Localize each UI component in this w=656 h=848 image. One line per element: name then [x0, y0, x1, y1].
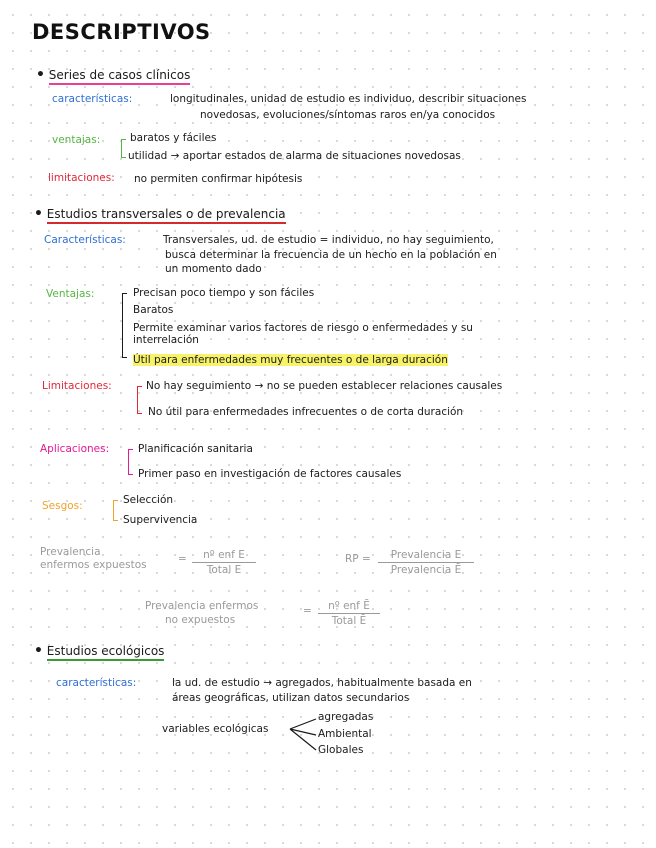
- bullet: •: [34, 206, 43, 222]
- formula-prev-exp-line2: enfermos expuestos: [40, 559, 147, 571]
- s2-caracteristicas-line3: un momento dado: [165, 263, 262, 275]
- section-3-title: Estudios ecológicos: [47, 644, 165, 661]
- bullet: •: [36, 67, 45, 83]
- s2-limitaciones-item-2: No útil para enfermedades infrecuentes o de corta duración: [148, 406, 464, 418]
- formula-prev-noexp-line2: no expuestos: [165, 614, 236, 626]
- s1-ventajas-item-2: utilidad → aportar estados de alarma de situaciones novedosas: [128, 150, 461, 162]
- s2-ventajas-item-2: Baratos: [133, 304, 174, 316]
- fraction-2-numerator: nº enf Ē: [328, 600, 370, 612]
- s2-ventajas-item-3b: interrelación: [133, 334, 199, 346]
- rp-numerator: Prevalencia E: [390, 549, 462, 561]
- s2-sesgos-item-2: Supervivencia: [123, 514, 198, 526]
- s1-limitaciones-item-1: no permiten confirmar hipótesis: [134, 173, 303, 185]
- rp-denominator: Prevalencia Ē: [390, 564, 462, 576]
- s2-ventajas-label: Ventajas:: [46, 288, 95, 300]
- formula-rp-label: RP =: [345, 553, 371, 565]
- fraction-2-denominator: Total Ē: [331, 615, 367, 627]
- s2-caracteristicas-line1: Transversales, ud. de estudio = individuo, no hay seguimiento,: [163, 234, 494, 246]
- bullet: •: [34, 643, 43, 659]
- formula-prev-exp-line1: Prevalencia: [40, 546, 101, 558]
- s3-caracteristicas-line1: la ud. de estudio → agregados, habitualmente basada en: [172, 677, 472, 689]
- s2-limitaciones-label: Limitaciones:: [42, 380, 112, 392]
- s2-sesgos-item-1: Selección: [123, 494, 174, 506]
- s3-caracteristicas-label: características:: [56, 677, 137, 689]
- fraction-1-numerator: nº enf E: [203, 549, 245, 561]
- highlighted-text: Útil para enfermedades muy frecuentes o de larga duración: [133, 354, 448, 366]
- s1-caracteristicas-line1: longitudinales, unidad de estudio es individuo, describir situaciones: [170, 93, 527, 105]
- s2-aplicaciones-item-2: Primer paso en investigación de factores causales: [138, 468, 402, 480]
- s1-limitaciones-label: limitaciones:: [48, 172, 115, 184]
- s1-caracteristicas-label: características:: [52, 93, 133, 105]
- s1-caracteristicas-line2: novedosas, evoluciones/síntomas raros en/ya conocidos: [200, 109, 496, 121]
- s1-ventajas-item-1: baratos y fáciles: [130, 132, 217, 144]
- formula-equals-2: =: [303, 605, 312, 617]
- s2-aplicaciones-label: Aplicaciones:: [40, 443, 110, 455]
- s1-ventajas-label: ventajas:: [52, 134, 101, 146]
- s2-ventajas-item-3a: Permite examinar varios factores de riesgo o enfermedades y su: [133, 322, 473, 334]
- section-2-title: Estudios transversales o de prevalencia: [47, 207, 286, 224]
- s3-variables-label: variables ecológicas: [162, 723, 269, 735]
- section-1-title: Series de casos clínicos: [49, 68, 191, 85]
- s3-caracteristicas-line2: áreas geográficas, utilizan datos secundarios: [172, 692, 410, 704]
- fraction-1-denominator: Total E: [206, 564, 242, 576]
- formula-equals-1: =: [178, 553, 187, 565]
- s3-variables-item-2: Ambiental: [318, 728, 372, 740]
- s2-ventajas-item-1: Precisan poco tiempo y son fáciles: [133, 287, 315, 299]
- s3-variables-item-3: Globales: [318, 744, 364, 756]
- s2-aplicaciones-item-1: Planificación sanitaria: [138, 443, 253, 455]
- s2-sesgos-label: Sesgos:: [42, 500, 83, 512]
- s2-caracteristicas-label: Características:: [44, 234, 126, 246]
- formula-prev-noexp-line1: Prevalencia enfermos: [145, 600, 259, 612]
- page-title: DESCRIPTIVOS: [32, 20, 211, 44]
- s3-variables-item-1: agregadas: [318, 711, 374, 723]
- s2-caracteristicas-line2: busca determinar la frecuencia de un hecho en la población en: [165, 249, 497, 261]
- s2-limitaciones-item-1: No hay seguimiento → no se pueden establecer relaciones causales: [146, 380, 503, 392]
